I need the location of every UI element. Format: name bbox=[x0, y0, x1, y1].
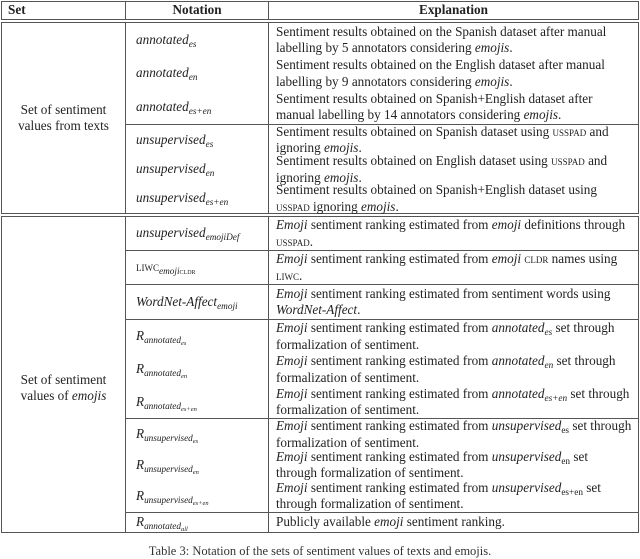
notation-cell bbox=[126, 320, 269, 419]
explanation-text bbox=[276, 90, 632, 124]
text-segment: es bbox=[188, 38, 197, 49]
text-segment: Emoji bbox=[276, 320, 308, 336]
explanation-text bbox=[276, 513, 632, 532]
explanation-body bbox=[276, 353, 632, 385]
text-segment: emoji bbox=[491, 217, 522, 233]
text-segment: emojis bbox=[361, 198, 396, 214]
explanation-text bbox=[276, 251, 632, 284]
notation-math bbox=[136, 456, 199, 476]
text-segment: definitions through bbox=[521, 217, 626, 233]
text-segment: annotated bbox=[144, 335, 181, 346]
text-segment: R bbox=[136, 361, 145, 377]
text-segment: es bbox=[544, 327, 553, 338]
notation-math bbox=[136, 32, 196, 48]
explanation-cell bbox=[269, 125, 639, 214]
notation-symbol bbox=[136, 23, 262, 57]
explanation-text bbox=[276, 480, 632, 512]
text-segment: usspad bbox=[276, 233, 310, 249]
text-segment: Emoji bbox=[276, 479, 308, 495]
notation-cell bbox=[126, 23, 269, 125]
text-segment: and ignoring bbox=[276, 123, 609, 155]
header-explanation: Explanation bbox=[269, 2, 639, 20]
explanation-text bbox=[276, 320, 632, 353]
notation-symbol bbox=[136, 184, 262, 213]
text-segment: . bbox=[299, 267, 303, 283]
explanation-text bbox=[276, 386, 632, 418]
explanation-text bbox=[276, 419, 632, 450]
text-segment: set through formalization of sentiment. bbox=[276, 479, 601, 511]
text-segment: . bbox=[309, 233, 313, 249]
text-segment: es bbox=[205, 138, 214, 149]
explanation-text bbox=[276, 23, 632, 57]
text-segment: sentiment ranking estimated from bbox=[307, 251, 492, 267]
explanation-cell bbox=[269, 251, 639, 285]
text-segment: Emoji bbox=[276, 385, 308, 401]
text-segment: unsupervised bbox=[136, 131, 206, 147]
text-segment: es+en bbox=[181, 405, 197, 413]
set-cell bbox=[2, 217, 126, 533]
text-segment: emojis bbox=[474, 73, 510, 89]
notation-symbol bbox=[136, 251, 262, 284]
notation-cell bbox=[126, 125, 269, 214]
text-segment: annotated bbox=[144, 368, 181, 379]
notation-symbol bbox=[136, 480, 262, 512]
text-segment: unsupervised bbox=[491, 479, 562, 495]
text-segment: Emoji bbox=[276, 217, 308, 233]
notation-math bbox=[136, 225, 239, 241]
header-set: Set bbox=[2, 2, 126, 20]
text-segment: cldr bbox=[524, 251, 549, 267]
text-segment: emojis bbox=[474, 40, 510, 55]
text-segment: . bbox=[358, 169, 362, 185]
text-segment: sentiment ranking estimated from bbox=[307, 353, 492, 369]
text-segment: annotated bbox=[136, 65, 189, 81]
notation-symbol bbox=[136, 57, 262, 90]
notation-symbol bbox=[136, 90, 262, 124]
notation-math bbox=[136, 514, 188, 534]
text-segment: annotated bbox=[144, 400, 181, 411]
text-segment: unsupervised bbox=[136, 161, 206, 177]
text-segment: emoji bbox=[159, 266, 180, 277]
text-segment: usspad bbox=[551, 153, 585, 169]
text-segment: annotated bbox=[144, 521, 181, 532]
explanation-body bbox=[276, 24, 632, 56]
text-segment: . bbox=[509, 40, 513, 55]
explanation-body bbox=[276, 449, 632, 481]
notation-table bbox=[1, 1, 639, 533]
text-segment: WordNet-Affect bbox=[136, 293, 218, 309]
text-segment: sentiment ranking estimated from bbox=[307, 385, 492, 401]
explanation-cell bbox=[269, 513, 639, 533]
text-segment: emojis bbox=[523, 107, 559, 122]
notation-symbol bbox=[136, 125, 262, 155]
explanation-body bbox=[276, 124, 632, 156]
text-segment: usspad bbox=[276, 198, 310, 214]
notation-symbol bbox=[136, 155, 262, 184]
text-segment: emoji bbox=[374, 514, 404, 530]
text-segment: en bbox=[561, 455, 571, 466]
notation-math bbox=[136, 487, 209, 507]
notation-math bbox=[136, 161, 214, 177]
explanation-body bbox=[276, 418, 632, 450]
text-segment: WordNet-Affect bbox=[276, 302, 358, 317]
notation-math bbox=[136, 361, 188, 381]
notation-cell bbox=[126, 285, 269, 320]
notation-cell bbox=[126, 513, 269, 533]
header-row bbox=[2, 2, 639, 20]
text-segment: es bbox=[561, 425, 570, 436]
text-segment: unsupervised bbox=[144, 463, 193, 474]
text-segment: Set of sentiment values of bbox=[20, 371, 107, 403]
text-segment: en bbox=[205, 168, 215, 179]
text-segment: en bbox=[188, 72, 198, 83]
explanation-cell bbox=[269, 285, 639, 320]
explanation-body bbox=[276, 57, 632, 89]
text-segment: en bbox=[192, 468, 199, 476]
text-segment: emojis bbox=[324, 169, 359, 185]
text-segment: usspad bbox=[552, 123, 587, 139]
text-segment: R bbox=[136, 328, 145, 344]
explanation-body bbox=[276, 286, 632, 318]
text-segment: es+en bbox=[561, 486, 583, 497]
notation-math bbox=[136, 190, 228, 206]
notation-symbol bbox=[136, 513, 262, 532]
notation-symbol bbox=[136, 450, 262, 480]
explanation-body bbox=[276, 386, 632, 418]
text-segment: annotated bbox=[491, 385, 545, 401]
notation-math bbox=[136, 393, 197, 413]
notation-symbol bbox=[136, 320, 262, 353]
text-segment: Emoji bbox=[276, 285, 308, 301]
text-segment: sentiment ranking. bbox=[403, 514, 505, 530]
text-segment: sentiment ranking estimated from bbox=[307, 217, 492, 233]
text-segment: sentiment ranking estimated from bbox=[307, 418, 492, 434]
text-segment: R bbox=[136, 393, 145, 409]
text-segment: Emoji bbox=[276, 448, 308, 464]
text-segment: set through formalization of sentiment. bbox=[276, 385, 630, 417]
text-segment: unsupervised bbox=[491, 448, 562, 464]
text-segment: en bbox=[181, 373, 188, 381]
text-segment: emoji bbox=[491, 251, 522, 267]
explanation-cell bbox=[269, 320, 639, 419]
text-segment: set through formalization of sentiment. bbox=[276, 320, 615, 352]
explanation-body bbox=[276, 217, 632, 249]
explanation-text bbox=[276, 285, 632, 319]
notation-math bbox=[136, 132, 213, 148]
text-segment: . bbox=[509, 73, 513, 89]
text-segment: Emoji bbox=[276, 418, 308, 434]
explanation-cell bbox=[269, 23, 639, 125]
text-segment: names using bbox=[548, 251, 618, 267]
text-segment: set through formalization of sentiment. bbox=[276, 448, 588, 480]
table-caption: Table 3: Notation of the sets of sentiment values of texts and emojis. bbox=[148, 544, 492, 558]
text-segment: es+en bbox=[188, 105, 212, 116]
text-segment: R bbox=[136, 514, 145, 530]
text-segment: . bbox=[558, 107, 562, 122]
text-segment: Sentiment results obtained on the Spanish dataset after manual labelling by 5 annotators considering bbox=[276, 23, 607, 55]
header-notation: Notation bbox=[126, 2, 269, 20]
text-segment: R bbox=[136, 456, 145, 472]
explanation-text bbox=[276, 125, 632, 155]
notation-math bbox=[136, 99, 211, 115]
notation-math bbox=[136, 294, 238, 310]
text-segment: Sentiment results obtained on Spanish dataset using bbox=[276, 123, 553, 139]
text-segment: sentiment ranking estimated from bbox=[307, 320, 492, 336]
text-segment: Publicly available bbox=[276, 514, 375, 530]
notation-math bbox=[136, 259, 196, 275]
notation-cell bbox=[126, 217, 269, 251]
explanation-text bbox=[276, 353, 632, 386]
text-segment: sentiment ranking estimated from bbox=[307, 479, 492, 495]
text-segment: unsupervised bbox=[491, 418, 562, 434]
explanation-body bbox=[276, 251, 632, 283]
text-segment: set through formalization of sentiment. bbox=[276, 353, 616, 385]
text-segment: unsupervised bbox=[144, 494, 193, 505]
text-segment: all bbox=[181, 526, 188, 534]
notation-symbol bbox=[136, 285, 262, 319]
text-segment: Set of sentiment values from texts bbox=[18, 101, 109, 133]
text-segment: annotated bbox=[491, 320, 545, 336]
explanation-body bbox=[276, 514, 505, 530]
text-segment: annotated bbox=[136, 31, 189, 47]
text-segment: R bbox=[136, 487, 145, 503]
text-segment: ignoring bbox=[309, 198, 361, 214]
text-segment: Sentiment results obtained on Spanish+English dataset using bbox=[276, 182, 597, 198]
text-segment: emojiDef bbox=[205, 232, 240, 243]
text-segment: and ignoring bbox=[276, 153, 608, 185]
notation-cell bbox=[126, 419, 269, 513]
explanation-text bbox=[276, 450, 632, 480]
explanation-body bbox=[276, 182, 632, 214]
notation-math bbox=[136, 328, 187, 348]
text-segment: emojis bbox=[71, 387, 107, 403]
text-segment: annotated bbox=[136, 98, 189, 114]
explanation-text bbox=[276, 57, 632, 90]
text-segment: . bbox=[395, 198, 399, 214]
notation-math bbox=[136, 426, 199, 446]
text-segment: . bbox=[358, 140, 362, 155]
notation-symbol bbox=[136, 419, 262, 450]
text-segment: Sentiment results obtained on Spanish+English dataset after manual labelling by 14 annotators considering bbox=[276, 90, 593, 122]
explanation-body bbox=[276, 153, 632, 185]
notation-symbol bbox=[136, 353, 262, 386]
text-segment: en bbox=[544, 360, 554, 371]
notation-symbol bbox=[136, 217, 262, 250]
notation-math bbox=[136, 65, 197, 81]
text-segment: es bbox=[181, 340, 187, 348]
set-cell bbox=[2, 23, 126, 214]
text-segment: unsupervised bbox=[144, 433, 193, 444]
explanation-cell bbox=[269, 419, 639, 513]
text-segment: sentiment ranking estimated from sentiment words using bbox=[307, 285, 611, 301]
text-segment: Sentiment results obtained on the English dataset after manual labelling by 9 annotators considering bbox=[276, 57, 605, 89]
text-segment: Emoji bbox=[276, 353, 308, 369]
explanation-text bbox=[276, 155, 632, 184]
table-row bbox=[2, 23, 639, 125]
text-segment: . bbox=[357, 302, 361, 317]
explanation-text bbox=[276, 184, 632, 213]
text-segment: es+en bbox=[544, 392, 568, 403]
text-segment: Emoji bbox=[276, 251, 308, 267]
text-segment: es bbox=[192, 438, 199, 446]
text-segment: cldr bbox=[179, 266, 196, 277]
text-segment: emojis bbox=[324, 140, 359, 155]
text-segment: es+en bbox=[192, 499, 209, 507]
text-segment: liwc bbox=[276, 267, 299, 283]
text-segment: unsupervised bbox=[136, 225, 206, 241]
text-segment: Sentiment results obtained on English dataset using bbox=[276, 153, 552, 169]
notation-symbol bbox=[136, 386, 262, 418]
notation-cell bbox=[126, 251, 269, 285]
text-segment: sentiment ranking estimated from bbox=[307, 448, 492, 464]
text-segment: set through formalization of sentiment. bbox=[276, 418, 632, 450]
explanation-cell bbox=[269, 217, 639, 251]
text-segment: es+en bbox=[205, 197, 229, 208]
text-segment: unsupervised bbox=[136, 190, 206, 206]
text-segment: annotated bbox=[491, 353, 545, 369]
explanation-body bbox=[276, 320, 632, 352]
explanation-text bbox=[276, 217, 632, 250]
text-segment: R bbox=[136, 426, 145, 442]
text-segment: liwc bbox=[136, 259, 159, 275]
explanation-body bbox=[276, 91, 632, 123]
text-segment: emoji bbox=[217, 300, 238, 311]
explanation-body bbox=[276, 480, 632, 512]
table-row bbox=[2, 217, 639, 251]
